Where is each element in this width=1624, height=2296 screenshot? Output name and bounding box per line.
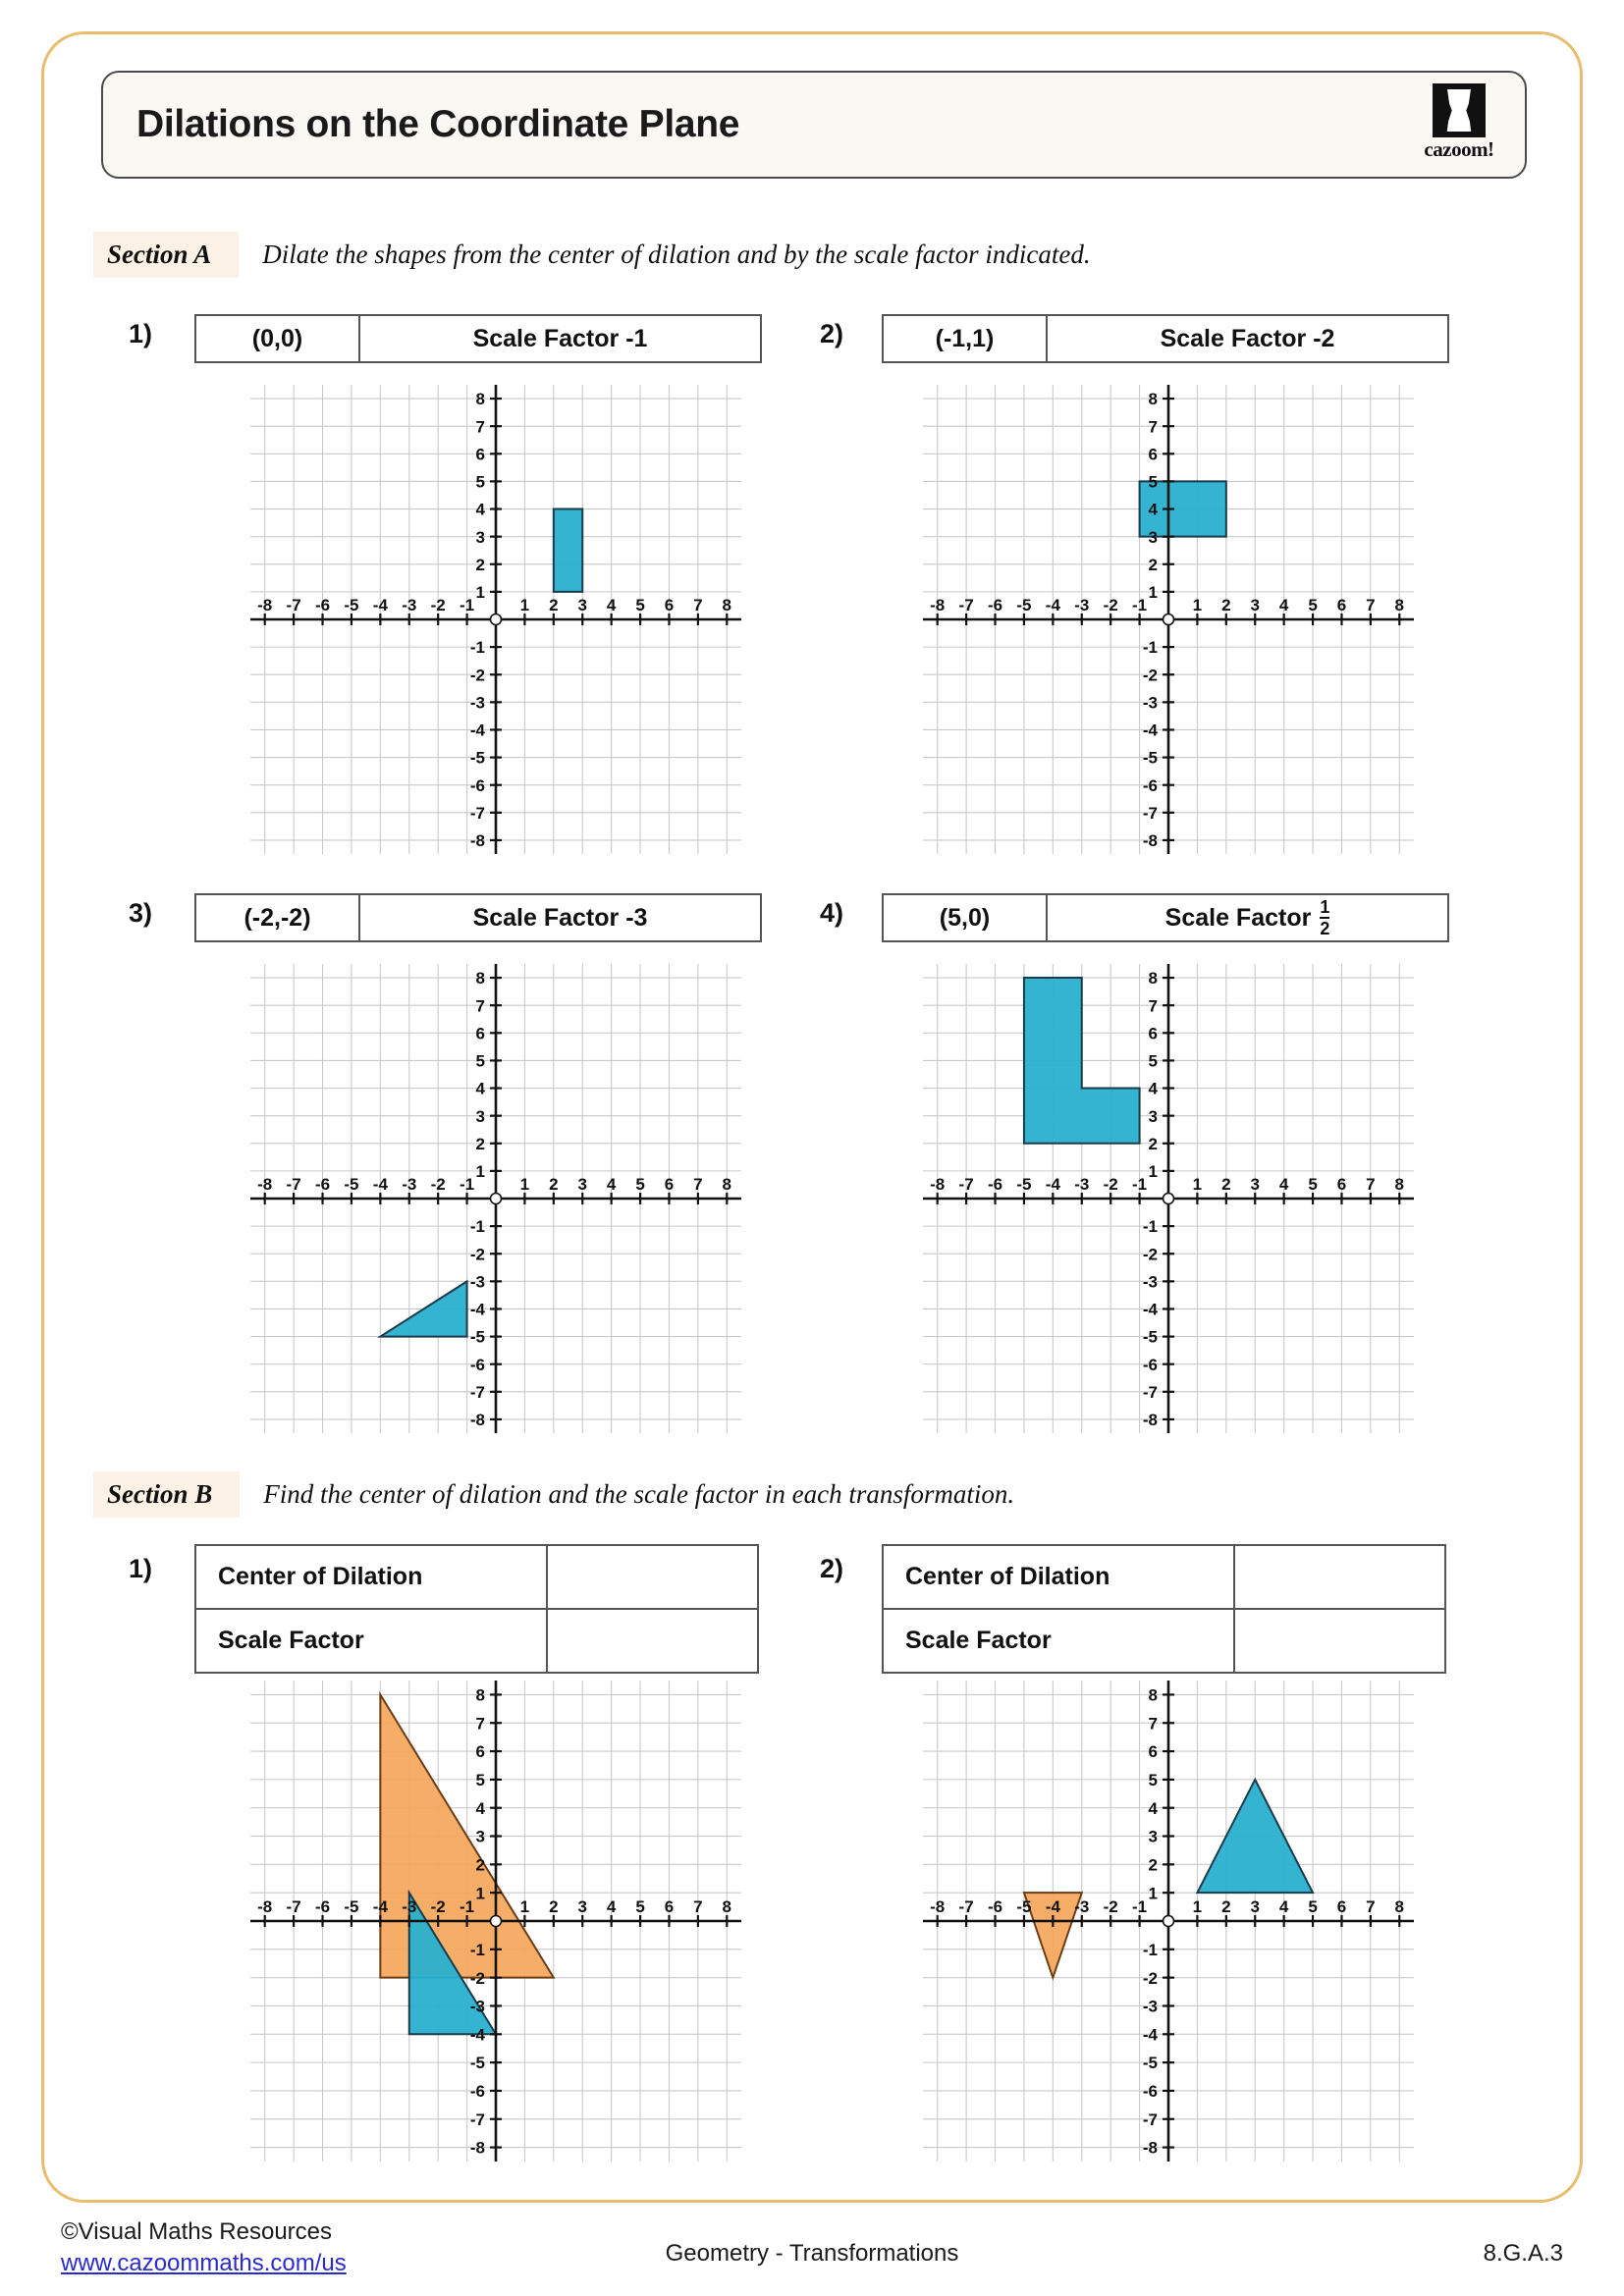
footer-url-link[interactable]: www.cazoommaths.com/us [61,2250,347,2277]
svg-text:-4: -4 [469,1300,485,1319]
svg-text:7: 7 [693,596,703,614]
svg-text:2: 2 [1221,1897,1231,1916]
svg-text:-7: -7 [958,1897,974,1916]
svg-text:2: 2 [1221,1175,1231,1194]
svg-text:-2: -2 [1142,1245,1158,1264]
section-a-header [93,228,1091,281]
svg-text:5: 5 [635,1175,645,1194]
svg-text:-5: -5 [344,596,359,614]
coordinate-plane-b2 [923,1681,1414,2162]
svg-text:8: 8 [475,1685,485,1705]
svg-text:-7: -7 [1142,2109,1158,2129]
cazoom-logo-mark [1433,83,1486,137]
svg-text:8: 8 [1394,1175,1405,1194]
svg-text:-4: -4 [1142,721,1158,740]
svg-text:-8: -8 [257,1175,273,1194]
svg-text:-1: -1 [1142,638,1158,658]
coordinate-plane-a4 [923,964,1414,1433]
svg-text:6: 6 [664,1175,675,1194]
svg-text:7: 7 [693,1175,703,1194]
section-a-description: Dilate the shapes from the center of dilation and by the scale factor indicated. [262,239,1091,269]
svg-text:8: 8 [722,1897,732,1916]
svg-text:3: 3 [475,1827,485,1846]
question-header-a1 [194,314,762,363]
svg-text:-6: -6 [987,1175,1003,1194]
svg-text:-7: -7 [469,2109,485,2129]
svg-text:-3: -3 [402,596,417,614]
svg-text:-2: -2 [430,1175,446,1194]
scale-factor-a1 [360,316,760,361]
svg-text:5: 5 [1308,1897,1318,1916]
svg-text:7: 7 [475,996,485,1016]
scale-factor-label-a3: Scale Factor -3 [472,903,648,932]
svg-text:-4: -4 [1045,1175,1060,1194]
svg-text:1: 1 [519,1175,530,1194]
svg-text:1: 1 [475,1162,485,1182]
svg-text:5: 5 [475,472,485,492]
svg-text:8: 8 [475,969,485,988]
svg-text:2: 2 [549,1897,559,1916]
svg-text:5: 5 [1148,1051,1158,1071]
svg-text:3: 3 [1250,1897,1260,1916]
svg-text:-4: -4 [1142,1300,1158,1319]
svg-text:-8: -8 [469,2138,485,2158]
svg-text:-3: -3 [469,1272,485,1292]
svg-text:4: 4 [606,1897,617,1916]
svg-text:-6: -6 [1142,1355,1158,1374]
svg-text:-4: -4 [1142,2025,1158,2045]
scale-factor-fraction-a4 [1320,898,1329,937]
svg-text:3: 3 [577,1175,587,1194]
svg-text:-2: -2 [469,1968,485,1988]
svg-text:-1: -1 [1132,1897,1148,1916]
scale-factor-label-a4: Scale Factor [1164,903,1312,932]
center-of-dilation-a2: (-1,1) [884,316,1048,361]
svg-text:3: 3 [1148,1827,1158,1846]
svg-text:-8: -8 [1142,2138,1158,2158]
svg-text:-3: -3 [1074,1175,1090,1194]
scale-factor-a3 [360,895,760,940]
svg-text:1: 1 [475,583,485,603]
svg-text:6: 6 [1148,1742,1158,1762]
question-header-a3 [194,893,762,942]
svg-text:4: 4 [606,596,617,614]
svg-text:-2: -2 [430,596,446,614]
svg-text:-4: -4 [372,596,388,614]
svg-text:-7: -7 [469,803,485,823]
svg-text:-3: -3 [469,1997,485,2016]
svg-text:-5: -5 [1142,2054,1158,2073]
svg-text:-2: -2 [1103,1175,1118,1194]
section-a-tag: Section A [93,232,239,278]
svg-text:6: 6 [1336,1897,1347,1916]
svg-text:5: 5 [1308,1175,1318,1194]
svg-text:2: 2 [1148,555,1158,574]
svg-text:-5: -5 [344,1175,359,1194]
svg-text:8: 8 [1148,1685,1158,1705]
svg-text:-5: -5 [1142,1327,1158,1347]
scale-factor-a2 [1048,316,1447,361]
svg-text:4: 4 [606,1175,617,1194]
svg-text:7: 7 [1148,1714,1158,1734]
svg-text:-6: -6 [469,1355,485,1374]
table-row [196,1610,757,1672]
svg-text:1: 1 [519,596,530,614]
svg-text:-7: -7 [286,596,301,614]
svg-text:-7: -7 [286,1175,301,1194]
svg-text:-3: -3 [1074,596,1090,614]
svg-text:8: 8 [722,1175,732,1194]
svg-text:4: 4 [475,1079,485,1098]
section-b-tag: Section B [93,1471,240,1518]
worksheet-title-box [101,71,1527,179]
svg-text:3: 3 [1148,1106,1158,1126]
svg-text:-7: -7 [1142,803,1158,823]
svg-text:2: 2 [475,555,485,574]
center-of-dilation-answer-b1[interactable] [548,1546,757,1608]
svg-text:-5: -5 [469,1327,485,1347]
svg-text:-5: -5 [469,748,485,768]
svg-text:-4: -4 [1045,1897,1060,1916]
svg-text:-3: -3 [469,693,485,713]
coordinate-plane-a1 [250,385,741,854]
svg-text:8: 8 [1148,969,1158,988]
svg-text:-3: -3 [402,1897,417,1916]
fraction-numerator: 1 [1320,897,1330,917]
svg-text:-3: -3 [1142,1997,1158,2016]
svg-text:3: 3 [577,596,587,614]
svg-text:8: 8 [1394,1897,1405,1916]
page-footer [0,2216,1624,2295]
svg-text:-8: -8 [930,1175,946,1194]
svg-text:3: 3 [475,527,485,547]
svg-text:-8: -8 [469,831,485,851]
svg-text:1: 1 [1192,596,1203,614]
footer-standard: 8.G.A.3 [1483,2240,1563,2267]
svg-text:6: 6 [1148,1024,1158,1043]
svg-text:-1: -1 [1142,1940,1158,1959]
svg-text:6: 6 [475,445,485,464]
svg-text:-1: -1 [460,1897,475,1916]
svg-text:-1: -1 [460,596,475,614]
question-number-a1: 1) [129,319,153,348]
svg-text:6: 6 [1148,445,1158,464]
question-number-b1: 1) [129,1554,153,1583]
answer-table-b2 [882,1544,1446,1674]
svg-text:7: 7 [475,417,485,437]
svg-text:-6: -6 [314,596,331,614]
svg-text:-6: -6 [1142,775,1158,795]
svg-text:-7: -7 [958,1175,974,1194]
fraction-denominator: 2 [1320,919,1330,938]
question-number-a4: 4) [820,898,844,928]
svg-text:5: 5 [475,1771,485,1790]
svg-text:1: 1 [1148,583,1158,603]
section-b-description: Find the center of dilation and the scale factor in each transformation. [263,1478,1015,1509]
svg-text:8: 8 [722,596,732,614]
svg-text:6: 6 [664,1897,675,1916]
coordinate-plane-b1 [250,1681,741,2162]
page-title: Dilations on the Coordinate Plane [136,103,740,145]
svg-text:-1: -1 [469,638,485,658]
svg-text:7: 7 [1366,596,1376,614]
svg-text:-5: -5 [1016,1175,1032,1194]
svg-text:-8: -8 [1142,1411,1158,1430]
svg-text:-1: -1 [1142,1217,1158,1237]
footer-copyright: ©Visual Maths Resources [61,2218,333,2245]
svg-text:6: 6 [475,1742,485,1762]
svg-text:1: 1 [1148,1884,1158,1903]
svg-text:5: 5 [1148,472,1158,492]
svg-text:-6: -6 [469,2082,485,2102]
svg-text:4: 4 [1278,1175,1289,1194]
center-of-dilation-label-b1: Center of Dilation [196,1546,548,1608]
svg-text:-5: -5 [1016,1897,1032,1916]
question-number-a3: 3) [129,898,153,928]
svg-text:5: 5 [635,596,645,614]
svg-text:-2: -2 [469,1245,485,1264]
svg-text:-1: -1 [469,1940,485,1959]
svg-text:7: 7 [1148,996,1158,1016]
question-header-a4 [882,893,1449,942]
question-header-a2 [882,314,1449,363]
svg-text:3: 3 [1148,527,1158,547]
answer-table-b1 [194,1544,759,1674]
svg-text:8: 8 [1148,390,1158,409]
svg-text:-3: -3 [1142,693,1158,713]
svg-text:1: 1 [475,1884,485,1903]
svg-text:-4: -4 [469,2025,485,2045]
center-of-dilation-label-b2: Center of Dilation [884,1546,1235,1608]
svg-text:-4: -4 [1045,596,1060,614]
svg-text:-4: -4 [372,1897,388,1916]
scale-factor-label-b2: Scale Factor [884,1610,1235,1672]
svg-text:-8: -8 [930,596,946,614]
svg-text:1: 1 [519,1897,530,1916]
scale-factor-answer-b2[interactable] [1235,1610,1444,1672]
svg-text:-8: -8 [257,1897,273,1916]
svg-text:4: 4 [1278,1897,1289,1916]
svg-text:-1: -1 [460,1175,475,1194]
svg-text:4: 4 [1278,596,1289,614]
svg-text:-2: -2 [1142,1968,1158,1988]
center-of-dilation-a1: (0,0) [196,316,360,361]
svg-text:7: 7 [475,1714,485,1734]
svg-text:7: 7 [1366,1175,1376,1194]
svg-text:1: 1 [1192,1175,1203,1194]
table-row [196,1546,757,1610]
svg-text:-2: -2 [1103,596,1118,614]
svg-text:3: 3 [475,1106,485,1126]
svg-text:-1: -1 [1132,1175,1148,1194]
svg-text:5: 5 [635,1897,645,1916]
svg-text:-8: -8 [1142,831,1158,851]
svg-text:-6: -6 [469,775,485,795]
svg-text:2: 2 [549,1175,559,1194]
svg-text:3: 3 [577,1897,587,1916]
question-number-a2: 2) [820,319,844,348]
svg-text:-1: -1 [469,1217,485,1237]
svg-text:-3: -3 [1142,1272,1158,1292]
svg-text:5: 5 [475,1051,485,1071]
footer-topic: Geometry - Transformations [665,2240,959,2267]
svg-text:-8: -8 [469,1411,485,1430]
svg-text:-2: -2 [469,666,485,685]
svg-text:-6: -6 [987,596,1003,614]
svg-text:6: 6 [1336,596,1347,614]
svg-text:-7: -7 [958,596,974,614]
svg-text:4: 4 [475,1798,485,1818]
svg-text:-5: -5 [469,2054,485,2073]
svg-text:2: 2 [475,1134,485,1153]
svg-text:4: 4 [1148,1079,1158,1098]
svg-text:2: 2 [1221,596,1231,614]
question-number-b2: 2) [820,1554,844,1583]
svg-text:7: 7 [1366,1897,1376,1916]
table-row [884,1546,1444,1610]
svg-text:5: 5 [1308,596,1318,614]
svg-text:-8: -8 [930,1897,946,1916]
scale-factor-a4 [1048,895,1447,940]
svg-text:5: 5 [1148,1771,1158,1790]
svg-text:-7: -7 [469,1382,485,1402]
svg-text:-8: -8 [257,596,273,614]
cazoom-logo [1417,83,1501,166]
svg-text:-2: -2 [1103,1897,1118,1916]
svg-text:8: 8 [475,390,485,409]
svg-text:-4: -4 [469,721,485,740]
svg-text:-3: -3 [1074,1897,1090,1916]
svg-text:3: 3 [1250,1175,1260,1194]
svg-text:-2: -2 [430,1897,446,1916]
svg-text:-1: -1 [1132,596,1148,614]
vase-icon [1446,89,1472,132]
svg-text:-5: -5 [1142,748,1158,768]
svg-text:-6: -6 [1142,2082,1158,2102]
center-of-dilation-a4: (5,0) [884,895,1048,940]
svg-text:-5: -5 [344,1897,359,1916]
svg-text:-7: -7 [286,1897,301,1916]
svg-text:6: 6 [1336,1175,1347,1194]
svg-text:-2: -2 [1142,666,1158,685]
scale-factor-answer-b1[interactable] [548,1610,757,1672]
svg-text:1: 1 [1192,1897,1203,1916]
svg-text:2: 2 [1148,1134,1158,1153]
svg-text:2: 2 [1148,1855,1158,1875]
svg-text:-4: -4 [372,1175,388,1194]
table-row [884,1610,1444,1672]
svg-text:6: 6 [664,596,675,614]
coordinate-plane-a3 [250,964,741,1433]
scale-factor-label-a2: Scale Factor -2 [1160,324,1335,352]
scale-factor-label-a1: Scale Factor -1 [472,324,648,352]
svg-text:4: 4 [1148,1798,1158,1818]
svg-text:7: 7 [693,1897,703,1916]
svg-text:4: 4 [1148,500,1158,519]
svg-text:-3: -3 [402,1175,417,1194]
svg-text:-6: -6 [314,1175,331,1194]
svg-text:-7: -7 [1142,1382,1158,1402]
svg-text:7: 7 [1148,417,1158,437]
svg-text:-6: -6 [987,1897,1003,1916]
svg-text:2: 2 [475,1855,485,1875]
cazoom-logo-word: cazoom! [1424,137,1494,161]
center-of-dilation-answer-b2[interactable] [1235,1546,1444,1608]
coordinate-plane-a2 [923,385,1414,854]
svg-text:2: 2 [549,596,559,614]
section-b-header [93,1468,1014,1521]
svg-text:1: 1 [1148,1162,1158,1182]
svg-text:3: 3 [1250,596,1260,614]
svg-text:4: 4 [475,500,485,519]
center-of-dilation-a3: (-2,-2) [196,895,360,940]
svg-text:6: 6 [475,1024,485,1043]
svg-text:-6: -6 [314,1897,331,1916]
svg-text:8: 8 [1394,596,1405,614]
svg-text:-5: -5 [1016,596,1032,614]
scale-factor-label-b1: Scale Factor [196,1610,548,1672]
